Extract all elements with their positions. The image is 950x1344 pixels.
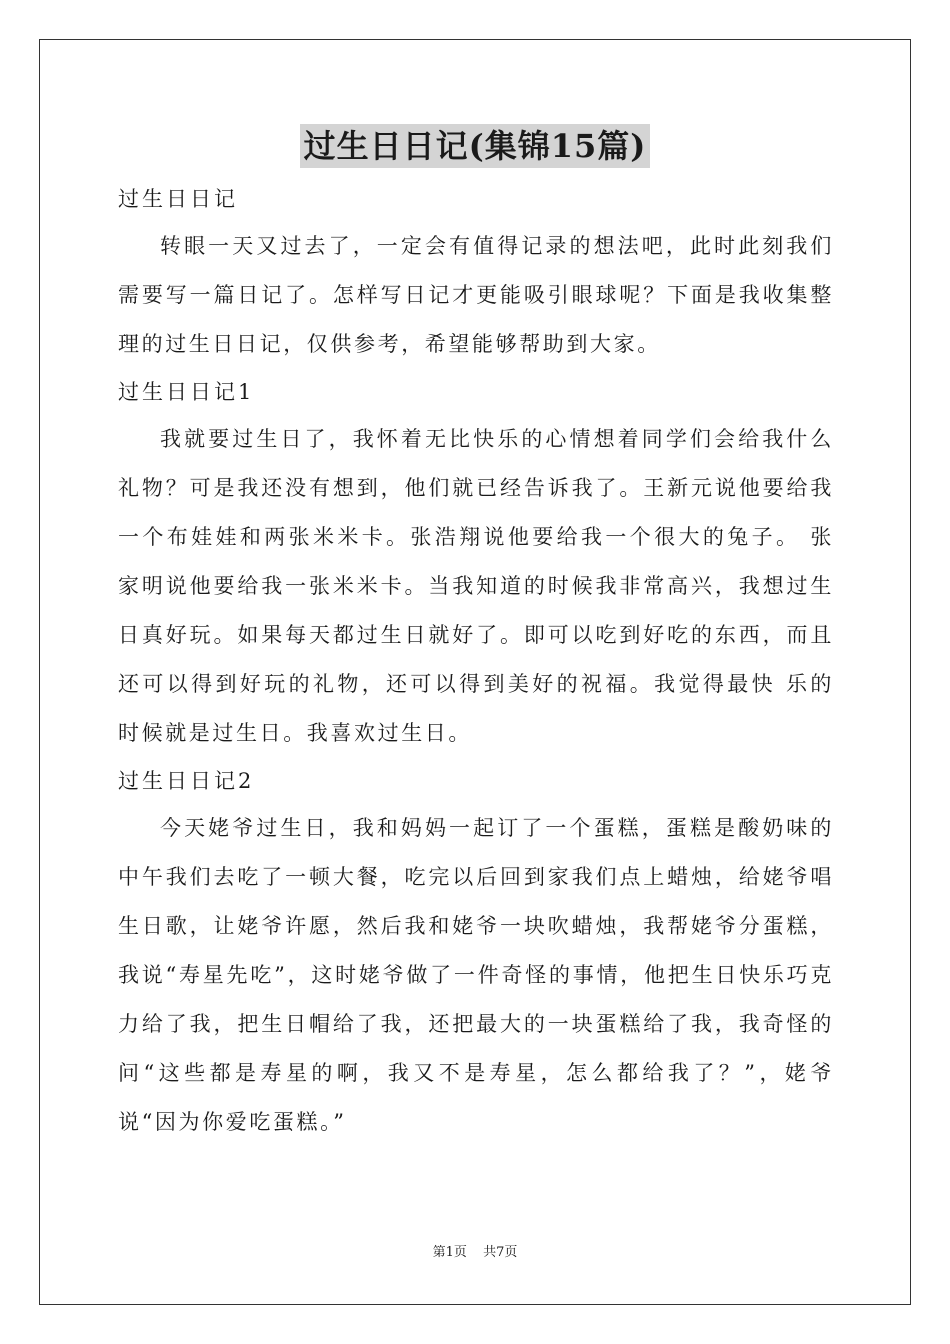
section-heading: 过生日日记1 xyxy=(118,380,255,404)
section-diary-2 xyxy=(118,758,834,1147)
title-container xyxy=(0,124,950,168)
section-intro xyxy=(118,176,834,369)
section-paragraph: 我就要过生日了，我怀着无比快乐的心情想着同学们会给我什么礼物？可是我还没有想到，他们就已经告诉我了。王新元说他要给我一个布娃娃和两张米米卡。张浩翔说他要给我一个很大的兔子。 张家明说他要给我一张米米卡。当我知道的时候我非常高兴，我想过生日真好玩。如果每天都过生日就好了。即可以吃到好吃的东西，而且还可以得到好玩的礼物，还可以得到美好的祝福。我觉得最快 乐的时候就是过生日。我喜欢过生日。 xyxy=(118,427,834,745)
document-body xyxy=(118,176,834,1147)
document-title: 过生日日记(集锦15篇) xyxy=(300,124,651,168)
section-paragraph: 转眼一天又过去了，一定会有值得记录的想法吧，此时此刻我们需要写一篇日记了。怎样写日记才更能吸引眼球呢？下面是我收集整理的过生日日记，仅供参考，希望能够帮助到大家。 xyxy=(118,234,834,356)
section-diary-1 xyxy=(118,369,834,758)
section-paragraph: 今天姥爷过生日，我和妈妈一起订了一个蛋糕，蛋糕是酸奶味的中午我们去吃了一顿大餐，吃完以后回到家我们点上蜡烛，给姥爷唱生日歌，让姥爷许愿，然后我和姥爷一块吹蜡烛，我帮姥爷分蛋糕，我说“寿星先吃”，这时姥爷做了一件奇怪的事情，他把生日快乐巧克力给了我，把生日帽给了我，还把最大的一块蛋糕给了我，我奇怪的问“这些都是寿星的啊，我又不是寿星，怎么都给我了？”，姥爷说“因为你爱吃蛋糕。” xyxy=(118,816,834,1134)
page-footer xyxy=(0,1241,950,1260)
section-heading: 过生日日记2 xyxy=(118,769,255,793)
page-number: 第1页 xyxy=(432,1245,467,1260)
section-heading: 过生日日记 xyxy=(118,187,238,211)
page-total: 共7页 xyxy=(483,1245,518,1260)
